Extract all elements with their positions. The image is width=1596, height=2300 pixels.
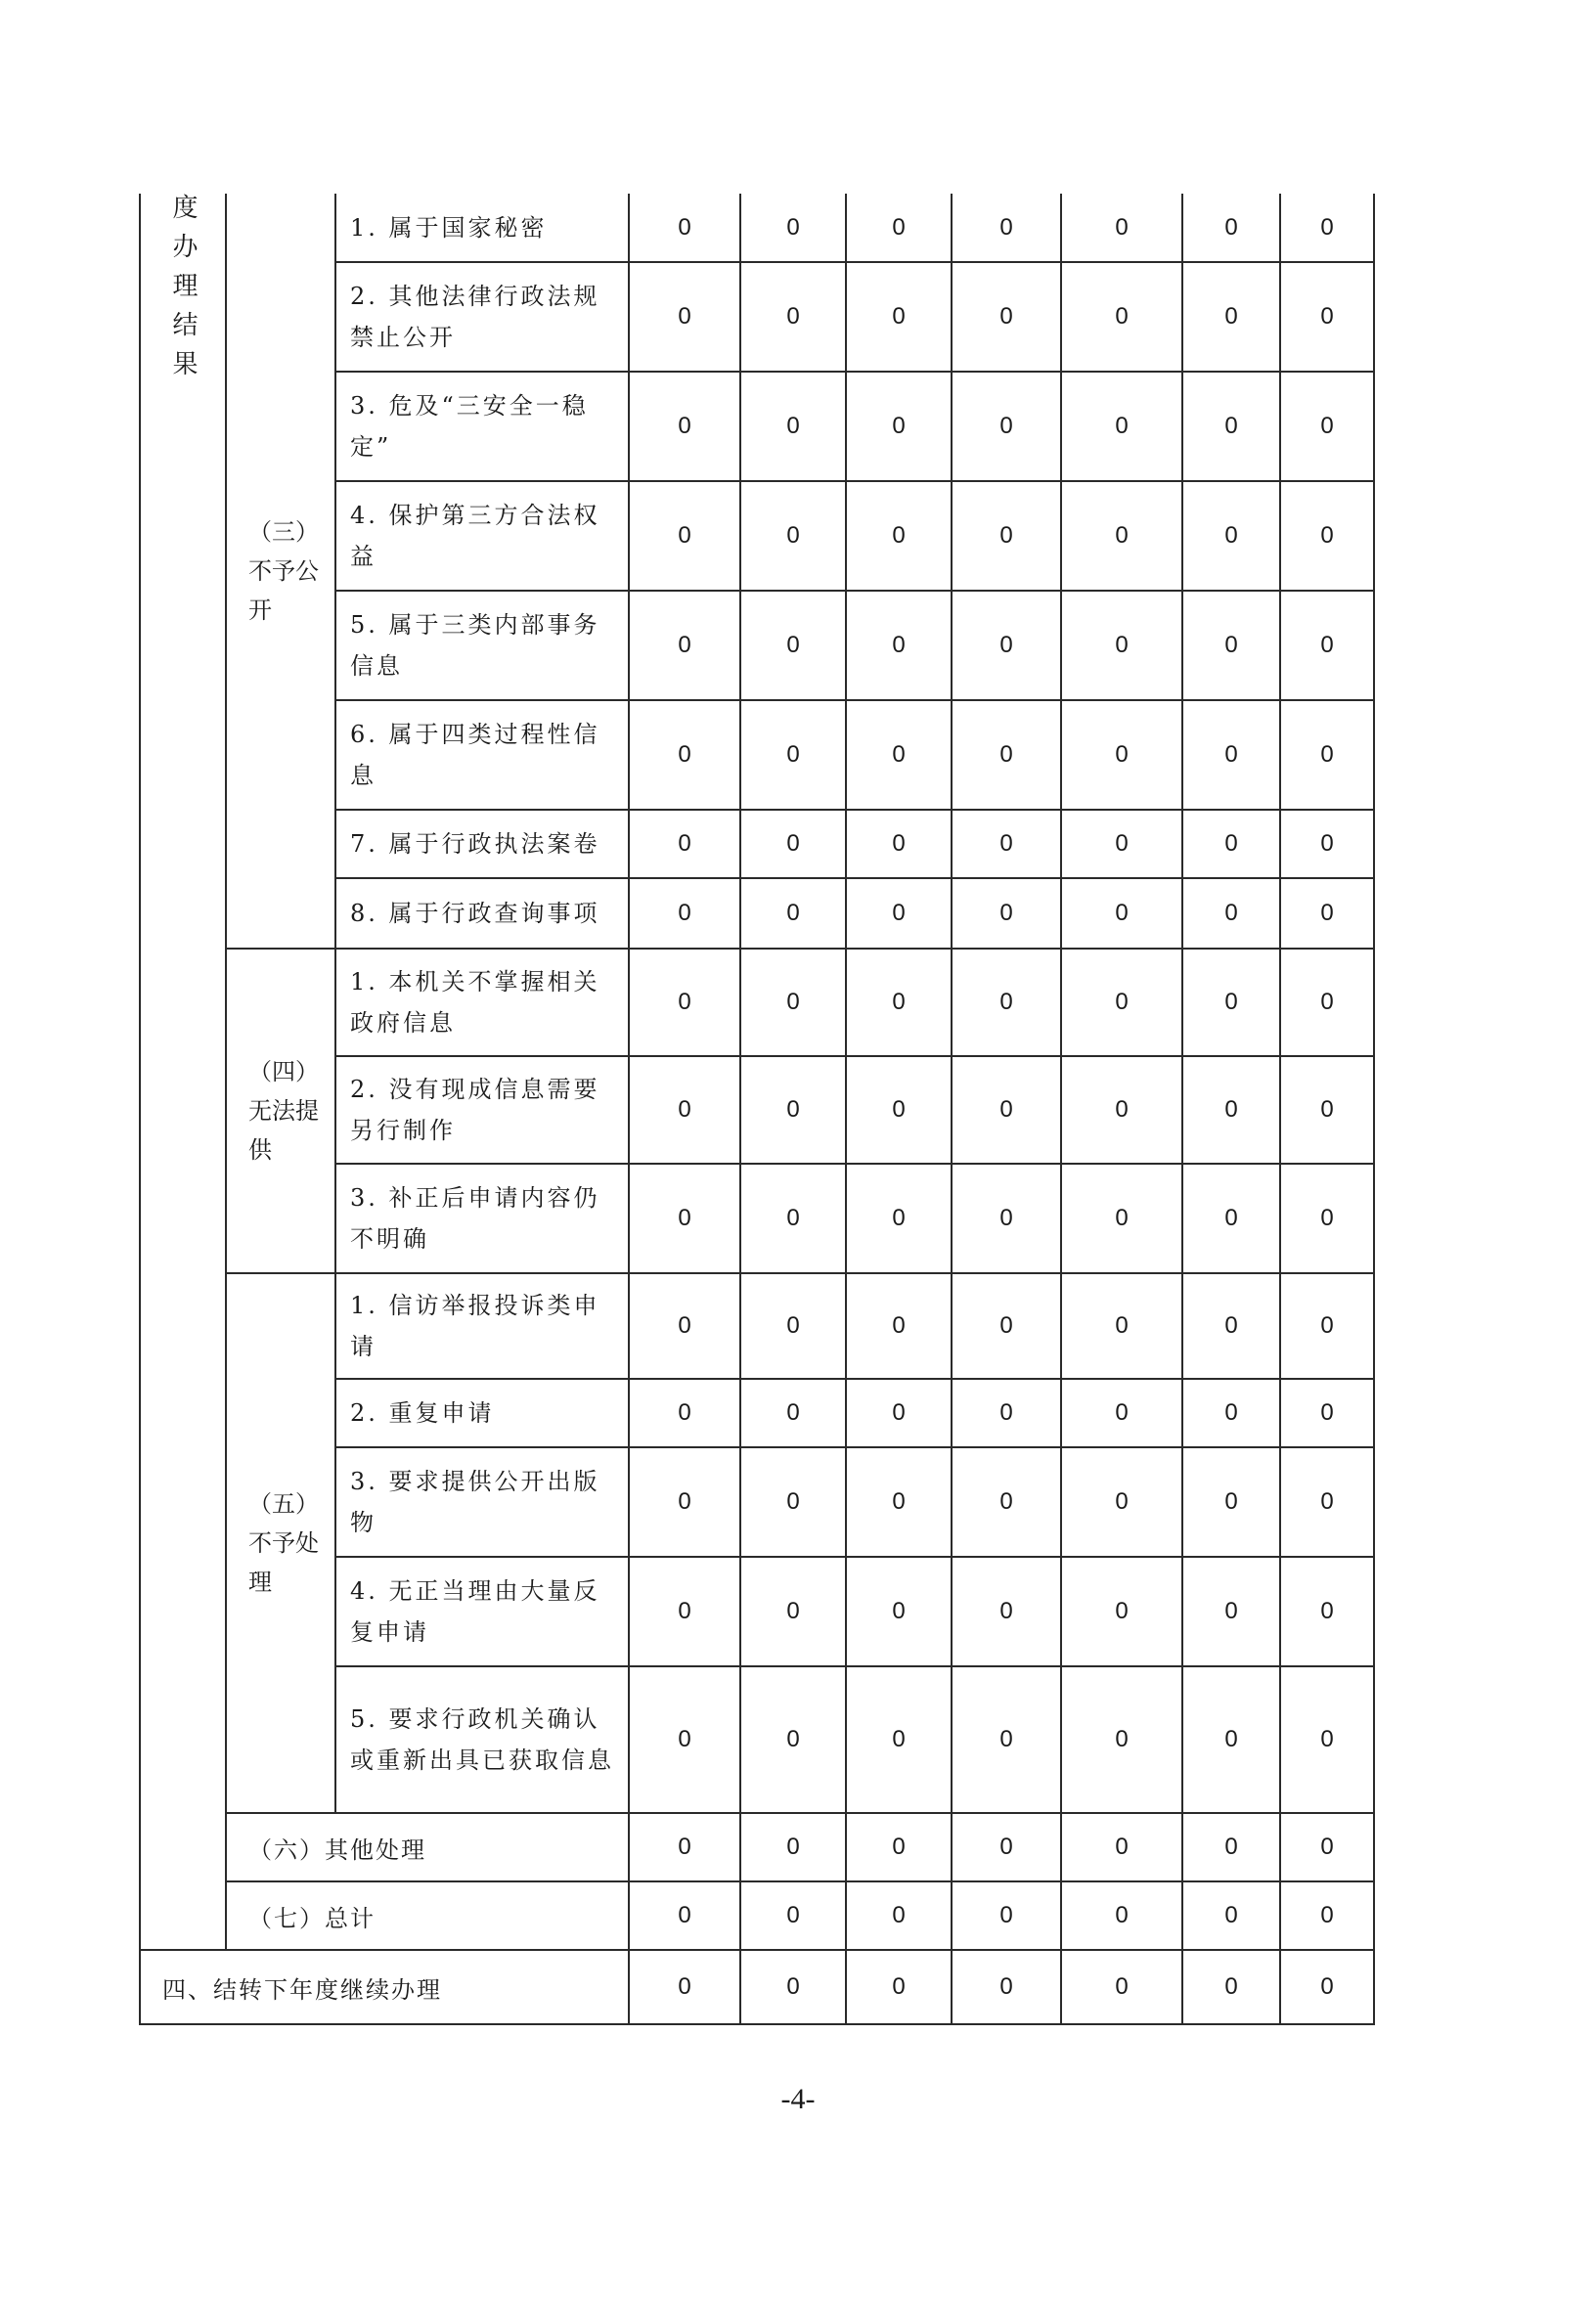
value-cell: 0 xyxy=(740,1813,846,1881)
value-cell: 0 xyxy=(1061,810,1182,878)
value-cell: 0 xyxy=(1280,1273,1374,1379)
value-cell: 0 xyxy=(629,1813,740,1881)
value-cell: 0 xyxy=(1061,1447,1182,1557)
item-label: 1. 属于国家秘密 xyxy=(335,194,629,262)
value-cell: 0 xyxy=(846,194,952,262)
value-cell: 0 xyxy=(1280,1557,1374,1666)
value-cell: 0 xyxy=(740,1950,846,2024)
value-cell: 0 xyxy=(740,1447,846,1557)
value-cell: 0 xyxy=(740,1557,846,1666)
value-cell: 0 xyxy=(1182,1557,1280,1666)
value-cell: 0 xyxy=(952,481,1061,591)
value-cell: 0 xyxy=(846,810,952,878)
value-cell: 0 xyxy=(846,878,952,949)
value-cell: 0 xyxy=(1280,810,1374,878)
value-cell: 0 xyxy=(952,194,1061,262)
item-label: 1. 信访举报投诉类申请 xyxy=(335,1273,629,1379)
value-cell: 0 xyxy=(846,1557,952,1666)
item-label: 8. 属于行政查询事项 xyxy=(335,878,629,949)
value-cell: 0 xyxy=(629,1164,740,1273)
value-cell: 0 xyxy=(629,1273,740,1379)
value-cell: 0 xyxy=(629,810,740,878)
value-cell: 0 xyxy=(846,1666,952,1813)
value-cell: 0 xyxy=(1182,1950,1280,2024)
value-cell: 0 xyxy=(846,1273,952,1379)
value-cell: 0 xyxy=(952,591,1061,700)
value-cell: 0 xyxy=(846,700,952,810)
value-cell: 0 xyxy=(1182,1379,1280,1447)
value-cell: 0 xyxy=(846,481,952,591)
value-cell: 0 xyxy=(846,591,952,700)
value-cell: 0 xyxy=(1061,1950,1182,2024)
value-cell: 0 xyxy=(1182,1273,1280,1379)
value-cell: 0 xyxy=(629,878,740,949)
value-cell: 0 xyxy=(1280,1379,1374,1447)
value-cell: 0 xyxy=(1061,591,1182,700)
value-cell: 0 xyxy=(846,1813,952,1881)
value-cell: 0 xyxy=(1182,700,1280,810)
value-cell: 0 xyxy=(1280,878,1374,949)
value-cell: 0 xyxy=(1182,810,1280,878)
value-cell: 0 xyxy=(740,1273,846,1379)
value-cell: 0 xyxy=(952,1164,1061,1273)
value-cell: 0 xyxy=(846,949,952,1056)
value-cell: 0 xyxy=(629,1379,740,1447)
value-cell: 0 xyxy=(1182,878,1280,949)
value-cell: 0 xyxy=(952,1881,1061,1950)
value-cell: 0 xyxy=(629,1447,740,1557)
value-cell: 0 xyxy=(629,1950,740,2024)
value-cell: 0 xyxy=(846,1164,952,1273)
value-cell: 0 xyxy=(1182,1164,1280,1273)
value-cell: 0 xyxy=(629,949,740,1056)
value-cell: 0 xyxy=(629,1881,740,1950)
value-cell: 0 xyxy=(1182,1447,1280,1557)
table-row xyxy=(140,1950,1374,2024)
value-cell: 0 xyxy=(952,1379,1061,1447)
value-cell: 0 xyxy=(846,1056,952,1164)
value-cell: 0 xyxy=(629,481,740,591)
value-cell: 0 xyxy=(1061,700,1182,810)
item-label: 5. 要求行政机关确认或重新出具已获取信息 xyxy=(335,1666,629,1813)
value-cell: 0 xyxy=(629,1557,740,1666)
value-cell: 0 xyxy=(629,1056,740,1164)
value-cell: 0 xyxy=(846,1447,952,1557)
value-cell: 0 xyxy=(629,372,740,481)
value-cell: 0 xyxy=(1061,1379,1182,1447)
value-cell: 0 xyxy=(1280,1447,1374,1557)
value-cell: 0 xyxy=(1182,481,1280,591)
table-row xyxy=(140,1881,1374,1950)
application-result-table xyxy=(139,194,1375,2025)
group-label: （五）不予处理 xyxy=(226,1273,335,1813)
value-cell: 0 xyxy=(1061,1056,1182,1164)
value-cell: 0 xyxy=(1182,949,1280,1056)
value-cell: 0 xyxy=(952,1557,1061,1666)
value-cell: 0 xyxy=(1280,700,1374,810)
table-row xyxy=(140,194,1374,262)
value-cell: 0 xyxy=(1280,1813,1374,1881)
value-cell: 0 xyxy=(1280,1950,1374,2024)
value-cell: 0 xyxy=(952,810,1061,878)
value-cell: 0 xyxy=(1182,591,1280,700)
item-label: 2. 没有现成信息需要另行制作 xyxy=(335,1056,629,1164)
value-cell: 0 xyxy=(952,262,1061,372)
value-cell: 0 xyxy=(740,262,846,372)
value-cell: 0 xyxy=(629,262,740,372)
value-cell: 0 xyxy=(952,1666,1061,1813)
table-row xyxy=(140,1273,1374,1379)
value-cell: 0 xyxy=(629,194,740,262)
value-cell: 0 xyxy=(1061,878,1182,949)
table-body xyxy=(140,194,1374,2024)
value-cell: 0 xyxy=(740,372,846,481)
item-label: 3. 要求提供公开出版物 xyxy=(335,1447,629,1557)
value-cell: 0 xyxy=(1280,194,1374,262)
value-cell: 0 xyxy=(1182,1813,1280,1881)
value-cell: 0 xyxy=(629,591,740,700)
value-cell: 0 xyxy=(740,481,846,591)
summary-label: （七）总计 xyxy=(226,1881,629,1950)
value-cell: 0 xyxy=(1061,1666,1182,1813)
value-cell: 0 xyxy=(740,1164,846,1273)
value-cell: 0 xyxy=(1061,1164,1182,1273)
table-row xyxy=(140,949,1374,1056)
value-cell: 0 xyxy=(952,1813,1061,1881)
value-cell: 0 xyxy=(740,700,846,810)
outer-category-label: 度办理结果 xyxy=(140,194,226,1950)
value-cell: 0 xyxy=(1061,481,1182,591)
value-cell: 0 xyxy=(740,1881,846,1950)
item-label: 7. 属于行政执法案卷 xyxy=(335,810,629,878)
item-label: 3. 危及“三安全一稳定” xyxy=(335,372,629,481)
value-cell: 0 xyxy=(1280,1881,1374,1950)
value-cell: 0 xyxy=(1182,372,1280,481)
value-cell: 0 xyxy=(952,949,1061,1056)
value-cell: 0 xyxy=(740,1379,846,1447)
value-cell: 0 xyxy=(1061,1881,1182,1950)
item-label: 6. 属于四类过程性信息 xyxy=(335,700,629,810)
value-cell: 0 xyxy=(1061,372,1182,481)
value-cell: 0 xyxy=(846,1881,952,1950)
report-sheet xyxy=(139,194,1373,2025)
carryover-label: 四、结转下年度继续办理 xyxy=(140,1950,629,2024)
value-cell: 0 xyxy=(740,591,846,700)
value-cell: 0 xyxy=(846,262,952,372)
value-cell: 0 xyxy=(1061,194,1182,262)
value-cell: 0 xyxy=(1280,1056,1374,1164)
table-row xyxy=(140,1813,1374,1881)
value-cell: 0 xyxy=(1182,194,1280,262)
value-cell: 0 xyxy=(952,1273,1061,1379)
value-cell: 0 xyxy=(740,810,846,878)
value-cell: 0 xyxy=(1182,262,1280,372)
value-cell: 0 xyxy=(952,878,1061,949)
value-cell: 0 xyxy=(1280,481,1374,591)
group-label: （四）无法提供 xyxy=(226,949,335,1273)
item-label: 3. 补正后申请内容仍不明确 xyxy=(335,1164,629,1273)
value-cell: 0 xyxy=(740,194,846,262)
value-cell: 0 xyxy=(952,1950,1061,2024)
value-cell: 0 xyxy=(1061,949,1182,1056)
value-cell: 0 xyxy=(1182,1666,1280,1813)
value-cell: 0 xyxy=(846,1379,952,1447)
item-label: 2. 其他法律行政法规禁止公开 xyxy=(335,262,629,372)
value-cell: 0 xyxy=(952,700,1061,810)
summary-label: （六）其他处理 xyxy=(226,1813,629,1881)
value-cell: 0 xyxy=(1280,591,1374,700)
value-cell: 0 xyxy=(1280,262,1374,372)
page-number: -4- xyxy=(780,2083,816,2115)
group-label: （三）不予公开 xyxy=(226,194,335,949)
item-label: 1. 本机关不掌握相关政府信息 xyxy=(335,949,629,1056)
value-cell: 0 xyxy=(1061,262,1182,372)
item-label: 2. 重复申请 xyxy=(335,1379,629,1447)
value-cell: 0 xyxy=(1061,1557,1182,1666)
value-cell: 0 xyxy=(846,372,952,481)
value-cell: 0 xyxy=(952,372,1061,481)
value-cell: 0 xyxy=(740,949,846,1056)
value-cell: 0 xyxy=(740,878,846,949)
value-cell: 0 xyxy=(1280,1164,1374,1273)
value-cell: 0 xyxy=(629,1666,740,1813)
value-cell: 0 xyxy=(1061,1813,1182,1881)
value-cell: 0 xyxy=(952,1056,1061,1164)
value-cell: 0 xyxy=(1280,372,1374,481)
item-label: 4. 无正当理由大量反复申请 xyxy=(335,1557,629,1666)
value-cell: 0 xyxy=(952,1447,1061,1557)
value-cell: 0 xyxy=(1280,1666,1374,1813)
item-label: 5. 属于三类内部事务信息 xyxy=(335,591,629,700)
value-cell: 0 xyxy=(846,1950,952,2024)
value-cell: 0 xyxy=(740,1666,846,1813)
value-cell: 0 xyxy=(1182,1056,1280,1164)
value-cell: 0 xyxy=(1061,1273,1182,1379)
item-label: 4. 保护第三方合法权益 xyxy=(335,481,629,591)
value-cell: 0 xyxy=(1182,1881,1280,1950)
value-cell: 0 xyxy=(629,700,740,810)
value-cell: 0 xyxy=(740,1056,846,1164)
value-cell: 0 xyxy=(1280,949,1374,1056)
